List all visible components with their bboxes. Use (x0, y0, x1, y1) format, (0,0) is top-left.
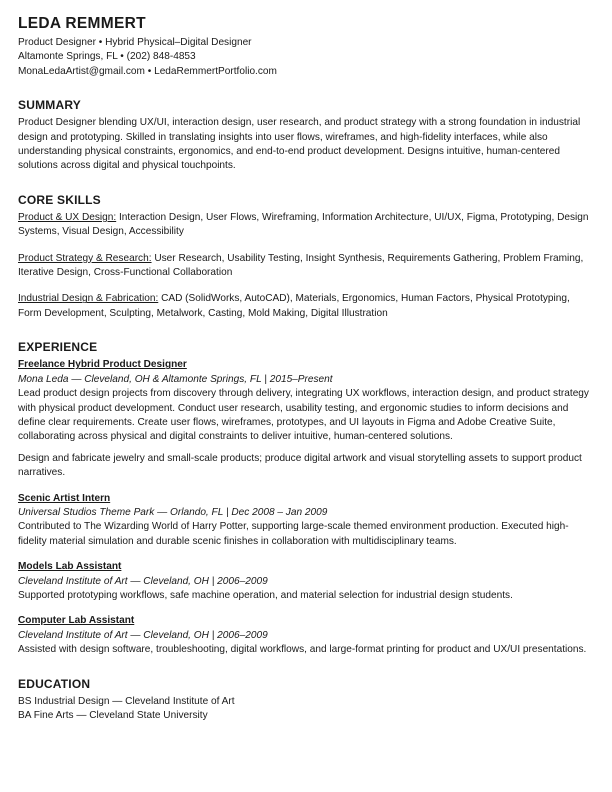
job-entry (18, 492, 596, 550)
roles-line: Product Designer • Hybrid Physical–Digital Designer (18, 37, 252, 48)
education-item: BS Industrial Design — Cleveland Institute of Art (18, 695, 235, 707)
education-item: BA Fine Arts — Cleveland State University (18, 710, 208, 721)
core-skills-heading: CORE SKILLS (18, 192, 101, 207)
resume-page (18, 14, 596, 723)
job-description: Lead product design projects from discovery through delivery, integrating UX workflows, interaction design, and product strategy with physical product development. Conduct user research, usability testing, and ergonomic studies to inform decisions and define clear requirements. Create user flows, wireframes, prototypes, and UI layouts in Figma and Adobe Creative Suite, collaborating across physical and digital constraints to deliver intuitive, human-centered solutions. (18, 388, 589, 443)
job-entry (18, 560, 596, 603)
core-skills-section (18, 192, 596, 321)
job-description: Assisted with design software, troubleshooting, digital workflows, and large-format printing for product and UX/UI presentations. (18, 644, 587, 656)
job-description: Supported prototyping workflows, safe machine operation, and material selection for industrial design students. (18, 589, 513, 601)
job-title: Freelance Hybrid Product Designer (18, 359, 187, 371)
location-phone-line: Altamonte Springs, FL • (202) 848-4853 (18, 51, 196, 63)
skill-group (18, 292, 596, 321)
skill-group-label: Product & UX Design: (18, 211, 117, 223)
job-meta: Mona Leda — Cleveland, OH & Altamonte Springs, FL | 2015–Present (18, 373, 333, 385)
job-title: Computer Lab Assistant (18, 615, 135, 627)
education-heading: EDUCATION (18, 676, 91, 691)
skills-list (18, 211, 596, 321)
experience-section (18, 339, 596, 657)
job-meta: Universal Studios Theme Park — Orlando, FL | Dec 2008 – Jan 2009 (18, 506, 328, 518)
summary-heading: SUMMARY (18, 98, 81, 113)
jobs-list (18, 358, 596, 657)
candidate-name: LEDA REMMERT (18, 15, 146, 32)
job-meta: Cleveland Institute of Art — Cleveland, OH | 2006–2009 (18, 575, 268, 587)
job-title: Scenic Artist Intern (18, 492, 111, 504)
email-portfolio-line: MonaLedaArtist@gmail.com • LedaRemmertPortfolio.com (18, 65, 277, 77)
summary-text: Product Designer blending UX/UI, interaction design, user research, and product strategy with a strong foundation in industrial design and prototyping. Skilled in translating insights into user flows, wireframes, and high-fidelity interfaces, while also understanding physical constraints, ergonomics, and end-to-end product development. Designs intuitive, human-centered solutions across digital and physical touchpoints. (18, 117, 581, 172)
skill-group-label: Industrial Design & Fabrication: (18, 293, 159, 305)
skill-group-text: Interaction Design, User Flows, Wireframing, Information Architecture, UI/UX, Figma, Prototyping, Design Systems, Visual Design, Accessibility (18, 211, 589, 238)
resume-header (18, 14, 596, 79)
skill-group (18, 211, 596, 240)
skill-group-label: Product Strategy & Research: (18, 252, 152, 264)
skill-group (18, 252, 596, 281)
job-entry (18, 614, 596, 657)
education-list (18, 695, 596, 724)
job-meta: Cleveland Institute of Art — Cleveland, OH | 2006–2009 (18, 629, 268, 641)
job-entry (18, 358, 596, 480)
job-description: Design and fabricate jewelry and small-scale products; produce digital artwork and visual storytelling assets to support product narratives. (18, 452, 582, 479)
summary-section (18, 97, 596, 174)
skill-group-text: User Research, Usability Testing, Insight Synthesis, Requirements Gathering, Problem Framing, Iterative Design, Cross-Functional Collaboration (18, 252, 584, 279)
job-description: Contributed to The Wizarding World of Harry Potter, supporting large-scale themed environment production. Executed high-fidelity material simulation and durable scenic finishes in collaboration with multidisciplinary teams. (18, 521, 569, 547)
experience-heading: EXPERIENCE (18, 340, 98, 355)
skill-group-text: CAD (SolidWorks, AutoCAD), Materials, Ergonomics, Human Factors, Physical Prototyping, Form Development, Sculpting, Metalwork, Casting, Mold Making, Digital Illustration (18, 293, 570, 319)
job-title: Models Lab Assistant (18, 561, 122, 573)
education-section (18, 676, 596, 724)
